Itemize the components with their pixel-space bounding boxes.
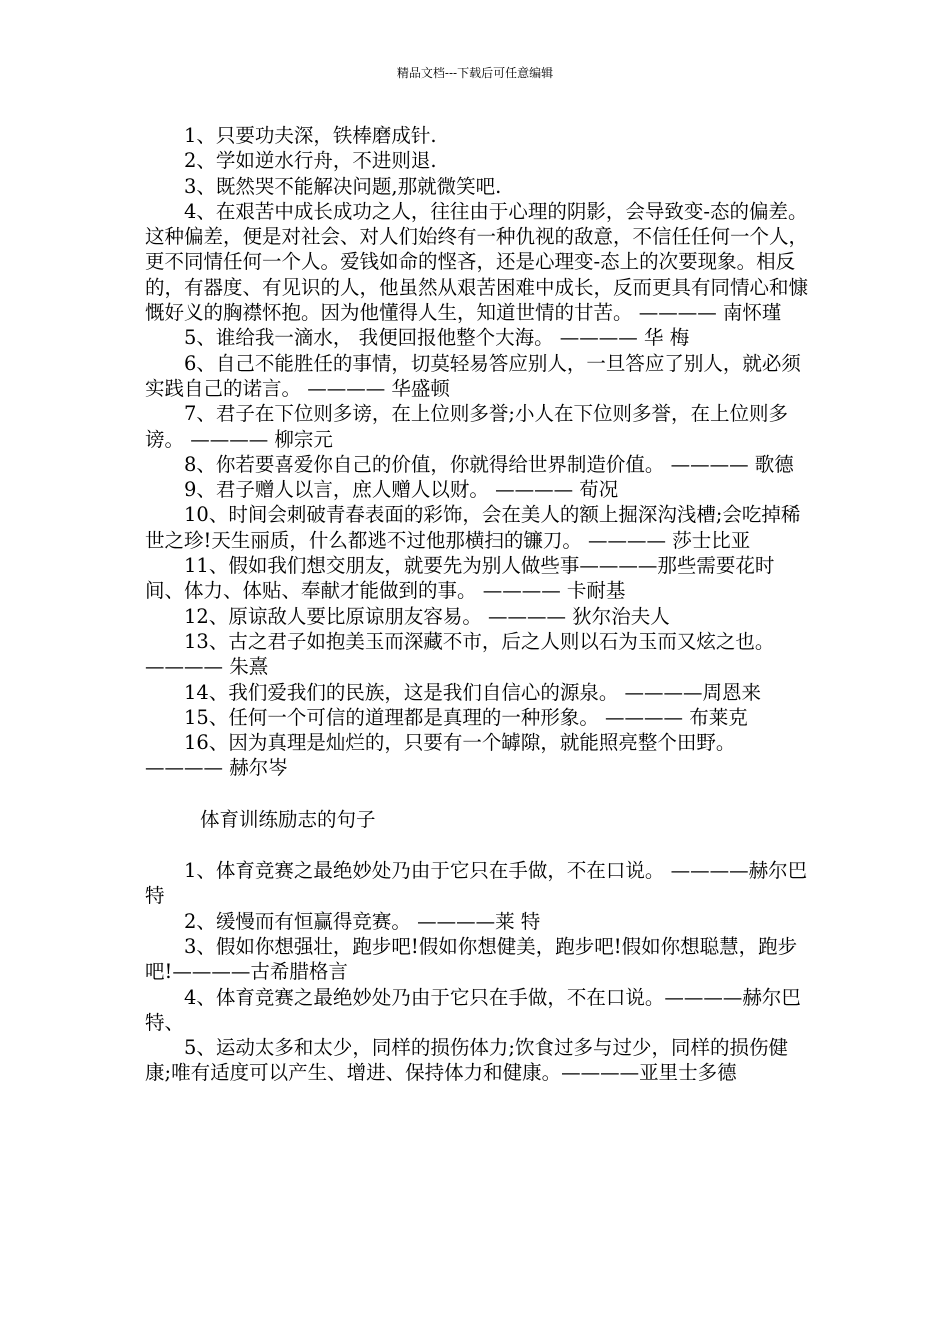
document-body xyxy=(145,123,813,1086)
section-title: 体育训练励志的句子 xyxy=(200,807,376,831)
quote-paragraph: 9、君子赠人以言，庶人赠人以财。 ———— 荀况 xyxy=(184,478,619,502)
quote-paragraph: 4、在艰苦中成长成功之人，往往由于心理的阴影，会导致变-态的偏差。这种偏差，便是对社会、对人们始终有一种仇视的敌意，不信任任何一个人，更不同情任何一个人。爱钱如命的悭吝，还是心理变-态上的次要现象。相反的，有器度、有见识的人，他虽然从艰苦困难中成长，反而更具有同情心和慷慨好义的胸襟怀抱。因为他懂得人生，知道世情的甘苦。 ———— 南怀瑾 xyxy=(145,199,809,325)
quote-paragraph: 7、君子在下位则多谤，在上位则多誉;小人在下位则多誉，在上位则多谤。 ———— 柳宗元 xyxy=(145,402,788,451)
quote-paragraph: 16、因为真理是灿烂的，只要有一个罅隙，就能照亮整个田野。 ———— 赫尔岑 xyxy=(145,731,736,780)
sport-quote-paragraph: 2、缓慢而有恒赢得竞赛。 ————莱 特 xyxy=(184,909,541,933)
quote-paragraph: 3、既然哭不能解决问题,那就微笑吧. xyxy=(184,174,502,198)
quote-paragraph: 14、我们爱我们的民族，这是我们自信心的源泉。 ————周恩来 xyxy=(184,680,762,704)
quote-paragraph: 1、只要功夫深，铁棒磨成针. xyxy=(184,124,437,147)
quote-paragraph: 5、谁给我一滴水， 我便回报他整个大海。 ———— 华 梅 xyxy=(184,326,690,350)
quote-paragraph: 10、时间会刺破青春表面的彩饰，会在美人的额上掘深沟浅槽;会吃掉稀世之珍!天生丽质，什么都逃不过他那横扫的镰刀。 ———— 莎士比亚 xyxy=(145,503,801,552)
quote-paragraph: 13、古之君子如抱美玉而深藏不市，后之人则以石为玉而又炫之也。 ———— 朱熹 xyxy=(145,629,775,679)
quote-paragraph: 2、学如逆水行舟，不进则退. xyxy=(184,149,437,173)
sport-quote-paragraph: 3、假如你想强壮，跑步吧!假如你想健美，跑步吧!假如你想聪慧，跑步吧!————古希腊格言 xyxy=(145,934,798,984)
page-header: 精品文档---下载后可任意编辑 xyxy=(396,66,554,80)
sport-quote-paragraph: 4、体育竞赛之最绝妙处乃由于它只在手做，不在口说。————赫尔巴特、 xyxy=(145,985,801,1034)
sport-quote-paragraph: 1、体育竞赛之最绝妙处乃由于它只在手做，不在口说。 ————赫尔巴特 xyxy=(145,859,808,908)
quote-paragraph: 12、原谅敌人要比原谅朋友容易。 ———— 狄尔治夫人 xyxy=(184,604,670,628)
quote-paragraph: 6、自己不能胜任的事情，切莫轻易答应别人，一旦答应了别人，就必须实践自己的诺言。 ———— 华盛顿 xyxy=(145,351,801,400)
sport-quote-paragraph: 5、运动太多和太少，同样的损伤体力;饮食过多与过少，同样的损伤健康;唯有适度可以产生、增进、保持体力和健康。————亚里士多德 xyxy=(145,1036,788,1085)
quote-paragraph: 15、任何一个可信的道理都是真理的一种形象。 ———— 布莱克 xyxy=(184,705,748,729)
quote-paragraph: 11、假如我们想交朋友，就要先为别人做些事————那些需要花时间、体力、体贴、奉献才能做到的事。 ———— 卡耐基 xyxy=(145,554,775,603)
quote-paragraph: 8、你若要喜爱你自己的价值，你就得给世界制造价值。 ———— 歌德 xyxy=(184,452,794,476)
